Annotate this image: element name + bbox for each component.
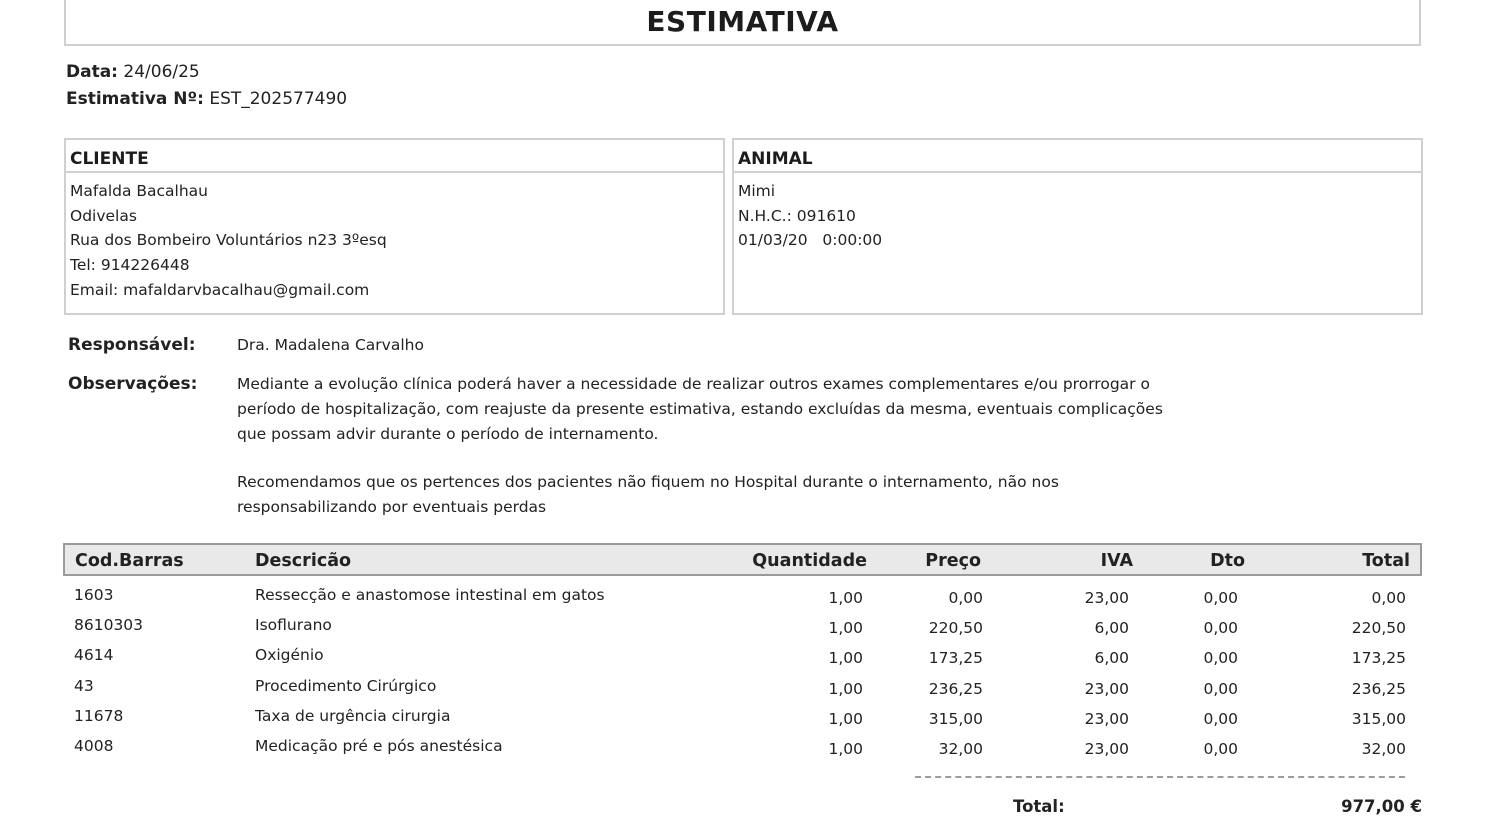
cell-total: 315,00	[1351, 709, 1406, 728]
client-phone: Tel: 914226448	[70, 256, 190, 275]
client-details	[66, 173, 723, 303]
number-value: EST_202577490	[209, 89, 348, 109]
cell-quantity: 1,00	[828, 589, 863, 607]
client-name: Mafalda Bacalhau	[70, 182, 209, 200]
client-city: Odivelas	[70, 206, 137, 225]
cell-discount: 0,00	[1203, 589, 1238, 607]
observations-label: Observações:	[68, 374, 198, 394]
cell-total: 236,25	[1351, 679, 1406, 698]
cell-discount: 0,00	[1203, 739, 1238, 758]
items-table-body	[63, 582, 1422, 763]
cell-discount: 0,00	[1203, 619, 1238, 638]
cell-code: 4008	[74, 736, 114, 755]
total-separator	[915, 776, 1405, 778]
date-label: Data:	[66, 62, 118, 82]
animal-heading: ANIMAL	[734, 140, 1421, 173]
cell-price: 220,50	[928, 619, 983, 638]
estimate-number	[66, 89, 347, 109]
cell-quantity: 1,00	[828, 679, 863, 698]
table-row	[63, 703, 1422, 733]
cell-iva: 23,00	[1084, 589, 1129, 607]
cell-price: 236,25	[928, 679, 983, 698]
cell-total: 32,00	[1361, 739, 1406, 758]
cell-iva: 6,00	[1094, 649, 1129, 668]
title-box	[64, 0, 1421, 46]
animal-nhc: N.H.C.: 091610	[738, 206, 856, 225]
cell-description: Ressecção e anastomose intestinal em gatos	[255, 586, 605, 604]
items-table-header	[63, 543, 1422, 576]
table-row	[63, 612, 1422, 642]
cell-description: Isoflurano	[255, 616, 332, 635]
cell-code: 43	[74, 676, 94, 695]
cell-code: 4614	[74, 646, 114, 665]
document-title: ESTIMATIVA	[646, 4, 839, 38]
cell-description: Taxa de urgência cirurgia	[255, 706, 451, 725]
observation-paragraph: Recomendamos que os pertences dos pacientes não fiquem no Hospital durante o internamento, não nos responsabilizando por eventuais perdas	[237, 473, 1059, 516]
client-heading: CLIENTE	[66, 140, 723, 173]
cell-iva: 23,00	[1084, 679, 1129, 698]
cell-price: 0,00	[948, 589, 983, 607]
table-row	[63, 642, 1422, 672]
cell-description: Procedimento Cirúrgico	[255, 676, 437, 695]
client-box	[64, 138, 725, 315]
animal-name: Mimi	[738, 182, 776, 200]
cell-price: 173,25	[928, 649, 983, 668]
table-row	[63, 673, 1422, 703]
cell-quantity: 1,00	[828, 619, 863, 638]
table-row	[63, 733, 1422, 763]
observation-paragraph: Mediante a evolução clínica poderá haver a necessidade de realizar outros exames complementares e/ou prorrogar o período de hospitalização, com reajuste da presente estimativa, estando excluídas da mesma, eventuais complicações que possam advir durante o período de internamento.	[237, 375, 1163, 443]
date-value: 24/06/25	[123, 62, 200, 82]
cell-code: 11678	[74, 706, 124, 725]
cell-code: 1603	[74, 586, 114, 604]
header-discount: Dto	[1210, 551, 1245, 571]
header-description: Descricão	[255, 551, 352, 571]
cell-discount: 0,00	[1203, 709, 1238, 728]
cell-discount: 0,00	[1203, 649, 1238, 668]
client-email: Email: mafaldarvbacalhau@gmail.com	[70, 280, 370, 299]
responsible-label: Responsável:	[68, 335, 196, 355]
cell-description: Oxigénio	[255, 646, 324, 665]
client-address: Rua dos Bombeiro Voluntários n23 3ºesq	[70, 231, 387, 250]
cell-quantity: 1,00	[828, 649, 863, 668]
total-label: Total:	[1013, 797, 1065, 816]
observations-text	[237, 372, 1197, 520]
cell-total: 220,50	[1351, 619, 1406, 638]
cell-iva: 23,00	[1084, 739, 1129, 758]
cell-iva: 6,00	[1094, 619, 1129, 638]
estimate-date	[66, 62, 200, 82]
cell-iva: 23,00	[1084, 709, 1129, 728]
table-row	[63, 582, 1422, 612]
header-iva: IVA	[1100, 551, 1133, 571]
cell-price: 315,00	[928, 709, 983, 728]
animal-box	[732, 138, 1423, 315]
responsible-value: Dra. Madalena Carvalho	[237, 336, 424, 354]
cell-quantity: 1,00	[828, 709, 863, 728]
total-value: 977,00 €	[1341, 797, 1422, 816]
cell-description: Medicação pré e pós anestésica	[255, 736, 503, 755]
header-total: Total	[1362, 551, 1410, 571]
cell-price: 32,00	[938, 739, 983, 758]
header-quantity: Quantidade	[752, 551, 867, 571]
cell-total: 173,25	[1351, 649, 1406, 668]
cell-quantity: 1,00	[828, 739, 863, 758]
cell-total: 0,00	[1371, 589, 1406, 607]
number-label: Estimativa Nº:	[66, 89, 204, 109]
header-code: Cod.Barras	[75, 551, 184, 571]
header-price: Preço	[925, 551, 981, 571]
cell-discount: 0,00	[1203, 679, 1238, 698]
animal-date: 01/03/20 0:00:00	[738, 231, 883, 250]
cell-code: 8610303	[74, 616, 144, 635]
animal-details	[734, 173, 1421, 253]
